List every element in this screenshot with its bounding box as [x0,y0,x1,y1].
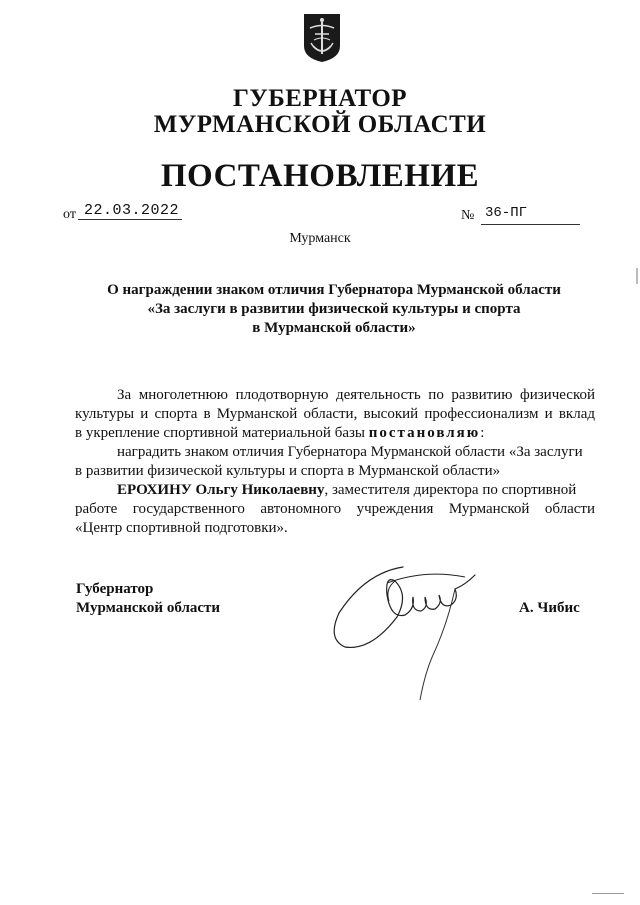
body-text: , заместителя директора по спортивной [324,482,577,498]
murmansk-coat-of-arms-icon [302,12,342,64]
document-body [75,386,595,538]
signatory-name: А. Чибис [519,600,580,616]
body-line: За многолетнюю плодотворную деятельность по развитию физической [117,387,595,403]
document-subject [90,281,578,338]
scan-edge-mark [636,268,638,284]
body-line: работе государственного автономного учреждения Мурманской области [75,501,595,517]
signatory-title-line: Мурманской области [76,600,221,616]
awardee-name: ЕРОХИНУ Ольгу Николаевну [117,482,325,498]
number-underline [481,224,580,225]
document-date: 22.03.2022 [84,202,180,219]
body-line: культуры и спорта в Мурманской области, высокий профессионализм и вклад [75,406,595,422]
signatory-title-line: Губернатор [76,581,154,597]
page-corner-mark [592,893,624,902]
body-line: «Центр спортивной подготовки». [75,520,288,536]
body-line [75,481,595,500]
authority-title-line1: ГУБЕРНАТОР [232,85,408,112]
body-line: в развитии физической культуры и спорта в Мурманской области» [75,463,501,479]
city-name: Мурманск [289,231,351,246]
document-type-title: ПОСТАНОВЛЕНИЕ [160,158,480,194]
coat-of-arms-emblem [302,12,342,64]
date-prefix: от [63,207,76,222]
number-prefix: № [461,208,475,223]
body-line [75,424,595,443]
authority-title-line2: МУРМАНСКОЙ ОБЛАСТИ [153,111,487,138]
subject-line: О награждении знаком отличия Губернатора Мурманской области [107,282,561,298]
subject-line: «За заслуги в развитии физической культуры и спорта [147,301,521,317]
body-line: наградить знаком отличия Губернатора Мурманской области «За заслуги [117,444,583,460]
document-number: 36-ПГ [485,205,528,221]
body-text: : [480,425,485,441]
handwritten-signature [325,555,485,705]
subject-line: в Мурманской области» [252,320,416,336]
date-underline [78,219,182,220]
decree-keyword: постановляю [368,425,481,441]
body-text: в укрепление спортивной материальной базы [75,425,365,441]
signatory-title [76,580,220,618]
